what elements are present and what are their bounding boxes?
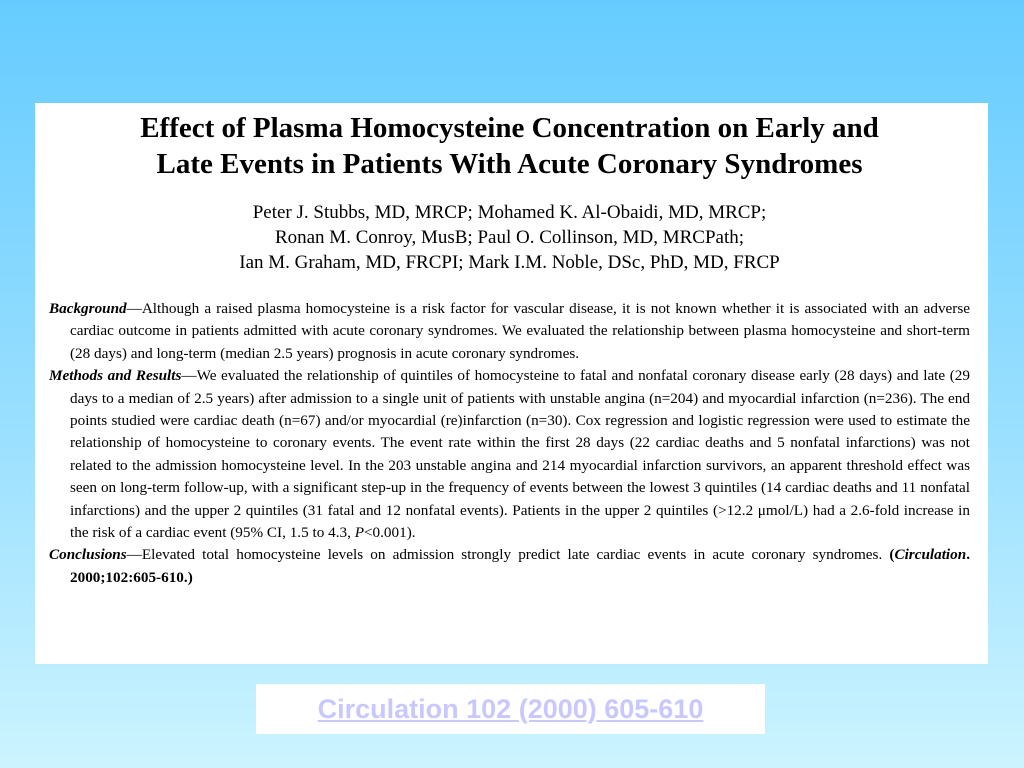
title-line: Late Events in Patients With Acute Coronary Syndromes	[156, 148, 863, 180]
citation-link[interactable]: Circulation 102 (2000) 605-610	[317, 693, 704, 724]
paper-abstract-image	[35, 103, 988, 664]
abstract	[49, 298, 970, 589]
section-text: <0.001).	[363, 524, 416, 542]
section-text: —Elevated total homocysteine levels on admission strongly predict late cardiac events in acute coronary syndromes.	[126, 546, 890, 564]
citation-details: . 2000;102:605-610.)	[70, 546, 970, 586]
abstract-methods-results	[49, 365, 970, 544]
author-line: Peter J. Stubbs, MD, MRCP; Mohamed K. Al-Obaidi, MD, MRCP;	[252, 202, 767, 223]
author-line: Ronan M. Conroy, MusB; Paul O. Collinson, MD, MRCPath;	[274, 227, 745, 248]
citation-box	[256, 684, 765, 734]
section-text: —Although a raised plasma homocysteine is a risk factor for vascular disease, it is not known whether it is associated with an adverse cardiac outcome in patients admitted with acute coronary syndromes. We evaluated the relationship between plasma homocysteine and short-term (28 days) and long-term (median 2.5 years) prognosis in acute coronary syndromes.	[70, 300, 970, 362]
citation-journal: Circulation	[894, 546, 967, 564]
section-label: Methods and Results	[49, 367, 182, 385]
abstract-conclusions	[49, 544, 970, 589]
title-line: Effect of Plasma Homocysteine Concentration on Early and	[140, 112, 879, 144]
section-label: Conclusions	[49, 546, 127, 564]
section-text: —We evaluated the relationship of quintiles of homocysteine to fatal and nonfatal coronary disease early (28 days) and late (29 days to a median of 2.5 years) after admission to a single unit of patients with unstable angina (n=204) and myocardial infarction (n=236). The end points studied were cardiac death (n=67) and/or myocardial (re)infarction (n=30). Cox regression and logistic regression were used to estimate the relationship of homocysteine to coronary events. The event rate within the first 28 days (22 cardiac deaths and 5 nonfatal infarctions) was not related to the admission homocysteine level. In the 203 unstable angina and 214 myocardial infarction survivors, an apparent threshold effect was seen on long-term follow-up, with a significant step-up in the frequency of events between the lowest 3 quintiles (14 cardiac deaths and 11 nonfatal infarctions) and the upper 2 quintiles (31 fatal and 12 nonfatal events). Patients in the upper 2 quintiles (>12.2 μmol/L) had a 2.6-fold increase in the risk of a cardiac event (95% CI, 1.5 to 4.3,	[70, 367, 970, 542]
abstract-background	[49, 298, 970, 365]
author-list	[49, 200, 970, 275]
p-value-symbol: P	[354, 524, 364, 542]
citation-open: (	[889, 546, 895, 564]
paper-title	[49, 110, 970, 182]
author-line: Ian M. Graham, MD, FRCPI; Mark I.M. Noble, DSc, PhD, MD, FRCP	[239, 252, 780, 273]
section-label: Background	[49, 300, 127, 317]
